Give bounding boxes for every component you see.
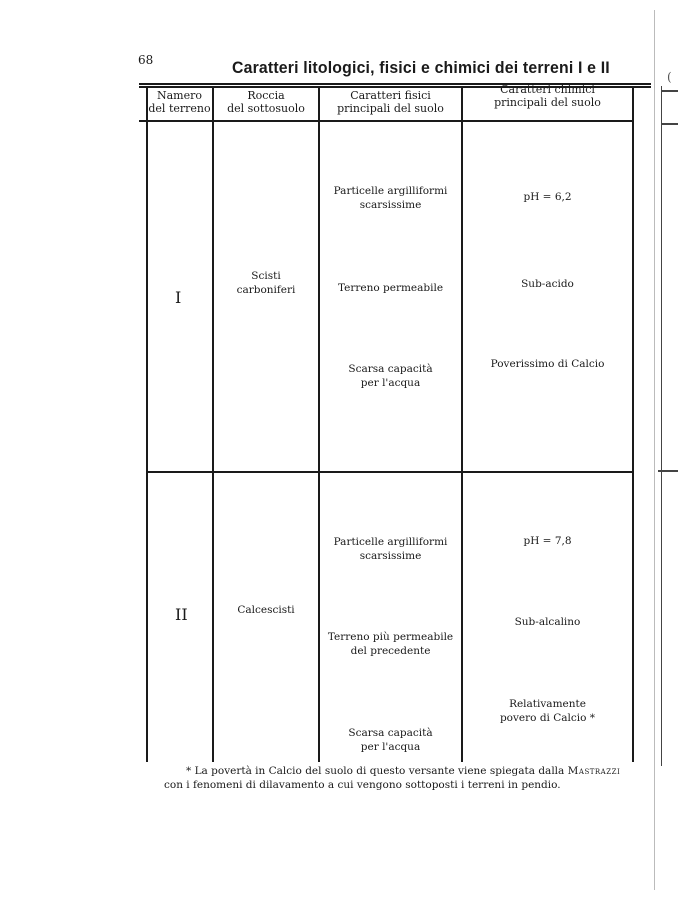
- row-divider: [147, 471, 632, 473]
- fisici-1-particelle: Particelle argilliformi scarsissime: [333, 185, 448, 211]
- header-caratteri-fisici: Caratteri fisici principali del suolo: [337, 89, 444, 115]
- header-caratteri-chimici: Caratteri chimici principali del suolo: [494, 83, 601, 109]
- fisici-1-capacita: Scarsa capacità per l'acqua: [348, 363, 433, 389]
- adjacent-page-edge: [650, 0, 678, 900]
- fisici-1-permeabilita: Terreno permeabile: [337, 282, 444, 294]
- chimici-1-calcio: Poverissimo di Calcio: [490, 358, 605, 370]
- column-divider-3: [461, 86, 463, 762]
- chimici-1-ph: pH = 6,2: [523, 191, 572, 203]
- roccia-1: Scisti carboniferi: [236, 270, 296, 296]
- page-title: Caratteri litologici, fisici e chimici dei terreni I e II: [232, 58, 610, 77]
- footnote-author: Mastrazzi: [567, 765, 621, 777]
- column-divider-1: [212, 86, 214, 762]
- chimici-1-reazione: Sub-acido: [521, 278, 574, 290]
- footnote-line-2: con i fenomeni di dilavamento a cui vengono sottoposti i terreni in pendio.: [164, 779, 561, 791]
- terreno-number-1: I: [175, 288, 182, 307]
- fisici-2-particelle: Particelle argilliformi scarsissime: [333, 536, 448, 562]
- chimici-2-reazione: Sub-alcalino: [514, 616, 581, 628]
- page-number: 68: [138, 53, 154, 67]
- terreno-number-2: II: [175, 605, 188, 624]
- header-roccia: Roccia del sottosuolo: [227, 89, 305, 115]
- chimici-2-calcio: Relativamente povero di Calcio *: [499, 698, 596, 724]
- fisici-2-permeabilita: Terreno più permeabile del precedente: [327, 631, 454, 657]
- adjacent-page-glyph: (: [667, 70, 672, 84]
- table-right-border: [632, 86, 634, 762]
- fisici-2-capacita: Scarsa capacità per l'acqua: [348, 727, 433, 753]
- header-numero: Namero del terreno: [148, 89, 211, 115]
- chimici-2-ph: pH = 7,8: [523, 535, 572, 547]
- table-left-border: [146, 86, 148, 762]
- roccia-2: Calcescisti: [237, 604, 295, 616]
- footnote-line-1: * La povertà in Calcio del suolo di questo versante viene spiegata dalla Mastrazzi: [186, 765, 621, 777]
